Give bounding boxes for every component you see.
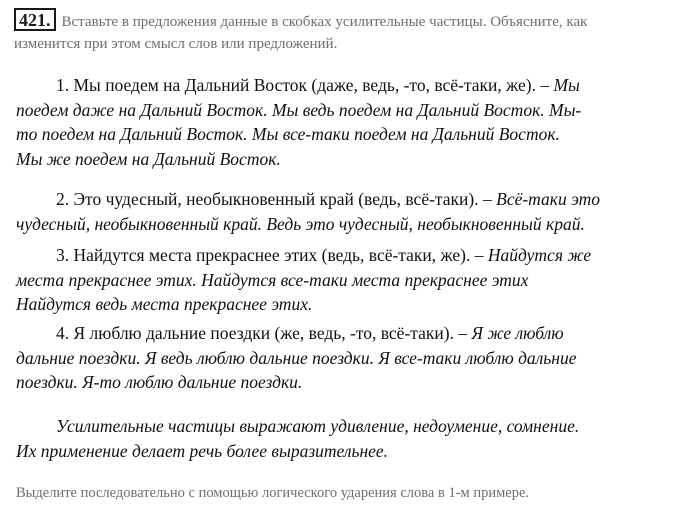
instruction-text-1: Вставьте в предложения данные в скобках усилительные частицы. Объясните, как xyxy=(61,14,588,30)
task-number: 421. xyxy=(14,8,56,31)
exercise-3-line-1 xyxy=(16,243,690,268)
exercise-4-answer-line-2: дальние поездки. Я ведь люблю дальние поездки. Я все-таки люблю дальние xyxy=(16,347,577,368)
footer-instruction xyxy=(16,483,690,503)
exercise-4-answer-line-3: поездки. Я-то люблю дальние поездки. xyxy=(16,372,303,392)
exercise-2-answer-start: Всё-таки это xyxy=(491,189,600,209)
exercise-4-answer-start: Я же люблю xyxy=(467,323,564,343)
exercise-1-answer-line-4: Мы же поедем на Дальний Восток. xyxy=(16,148,281,169)
exercise-4-dash: – xyxy=(453,323,468,343)
exercise-4 xyxy=(16,321,690,395)
exercise-2 xyxy=(16,187,690,236)
conclusion xyxy=(16,414,690,463)
exercise-4-line-1 xyxy=(16,321,690,346)
exercise-4-statement: 4. Я люблю дальние поездки (же, ведь, -то, всё-таки). xyxy=(56,323,454,343)
conclusion-line-2: Их применение делает речь более выразительнее. xyxy=(16,440,389,461)
exercise-2-line-1 xyxy=(16,187,690,212)
footer-text: Выделите последовательно с помощью логического ударения слова в 1-м примере. xyxy=(16,485,530,501)
exercise-1-statement: 1. Мы поедем на Дальний Восток (даже, ведь, -то, всё-таки, же). xyxy=(56,75,536,95)
exercise-3-dash: – xyxy=(470,245,484,265)
exercise-3-answer-start: Найдутся же xyxy=(483,245,592,265)
exercise-1-answer-start: Мы xyxy=(549,75,580,95)
exercise-1 xyxy=(16,73,690,171)
exercise-3-statement: 3. Найдутся места прекраснее этих (ведь, всё-таки, же). xyxy=(56,245,471,265)
exercise-1-line-1 xyxy=(16,73,690,98)
exercise-1-answer-line-2: поедем даже на Дальний Восток. Мы ведь поедем на Дальний Восток. Мы- xyxy=(16,99,582,120)
exercise-3 xyxy=(16,243,690,317)
instruction-line-2: изменится при этом смысл слов или предложений. xyxy=(14,36,338,52)
exercise-2-statement: 2. Это чудесный, необыкновенный край (ведь, всё-таки). xyxy=(56,189,479,209)
task-header xyxy=(14,8,690,55)
exercise-3-answer-line-2: места прекраснее этих. Найдутся все-таки места прекраснее этих xyxy=(16,269,529,290)
exercise-2-dash: – xyxy=(478,189,492,209)
exercise-1-answer-line-3: то поедем на Дальний Восток. Мы все-таки поедем на Дальний Восток. xyxy=(16,124,560,144)
instruction-line-1 xyxy=(14,8,690,33)
conclusion-line-1: Усилительные частицы выражают удивление, недоумение, сомнение. xyxy=(56,416,580,436)
exercise-3-answer-line-3: Найдутся ведь места прекраснее этих. xyxy=(16,294,313,314)
exercise-2-answer-line-2: чудесный, необыкновенный край. Ведь это чудесный, необыкновенный край. xyxy=(16,213,585,234)
exercise-1-dash: – xyxy=(535,75,550,95)
